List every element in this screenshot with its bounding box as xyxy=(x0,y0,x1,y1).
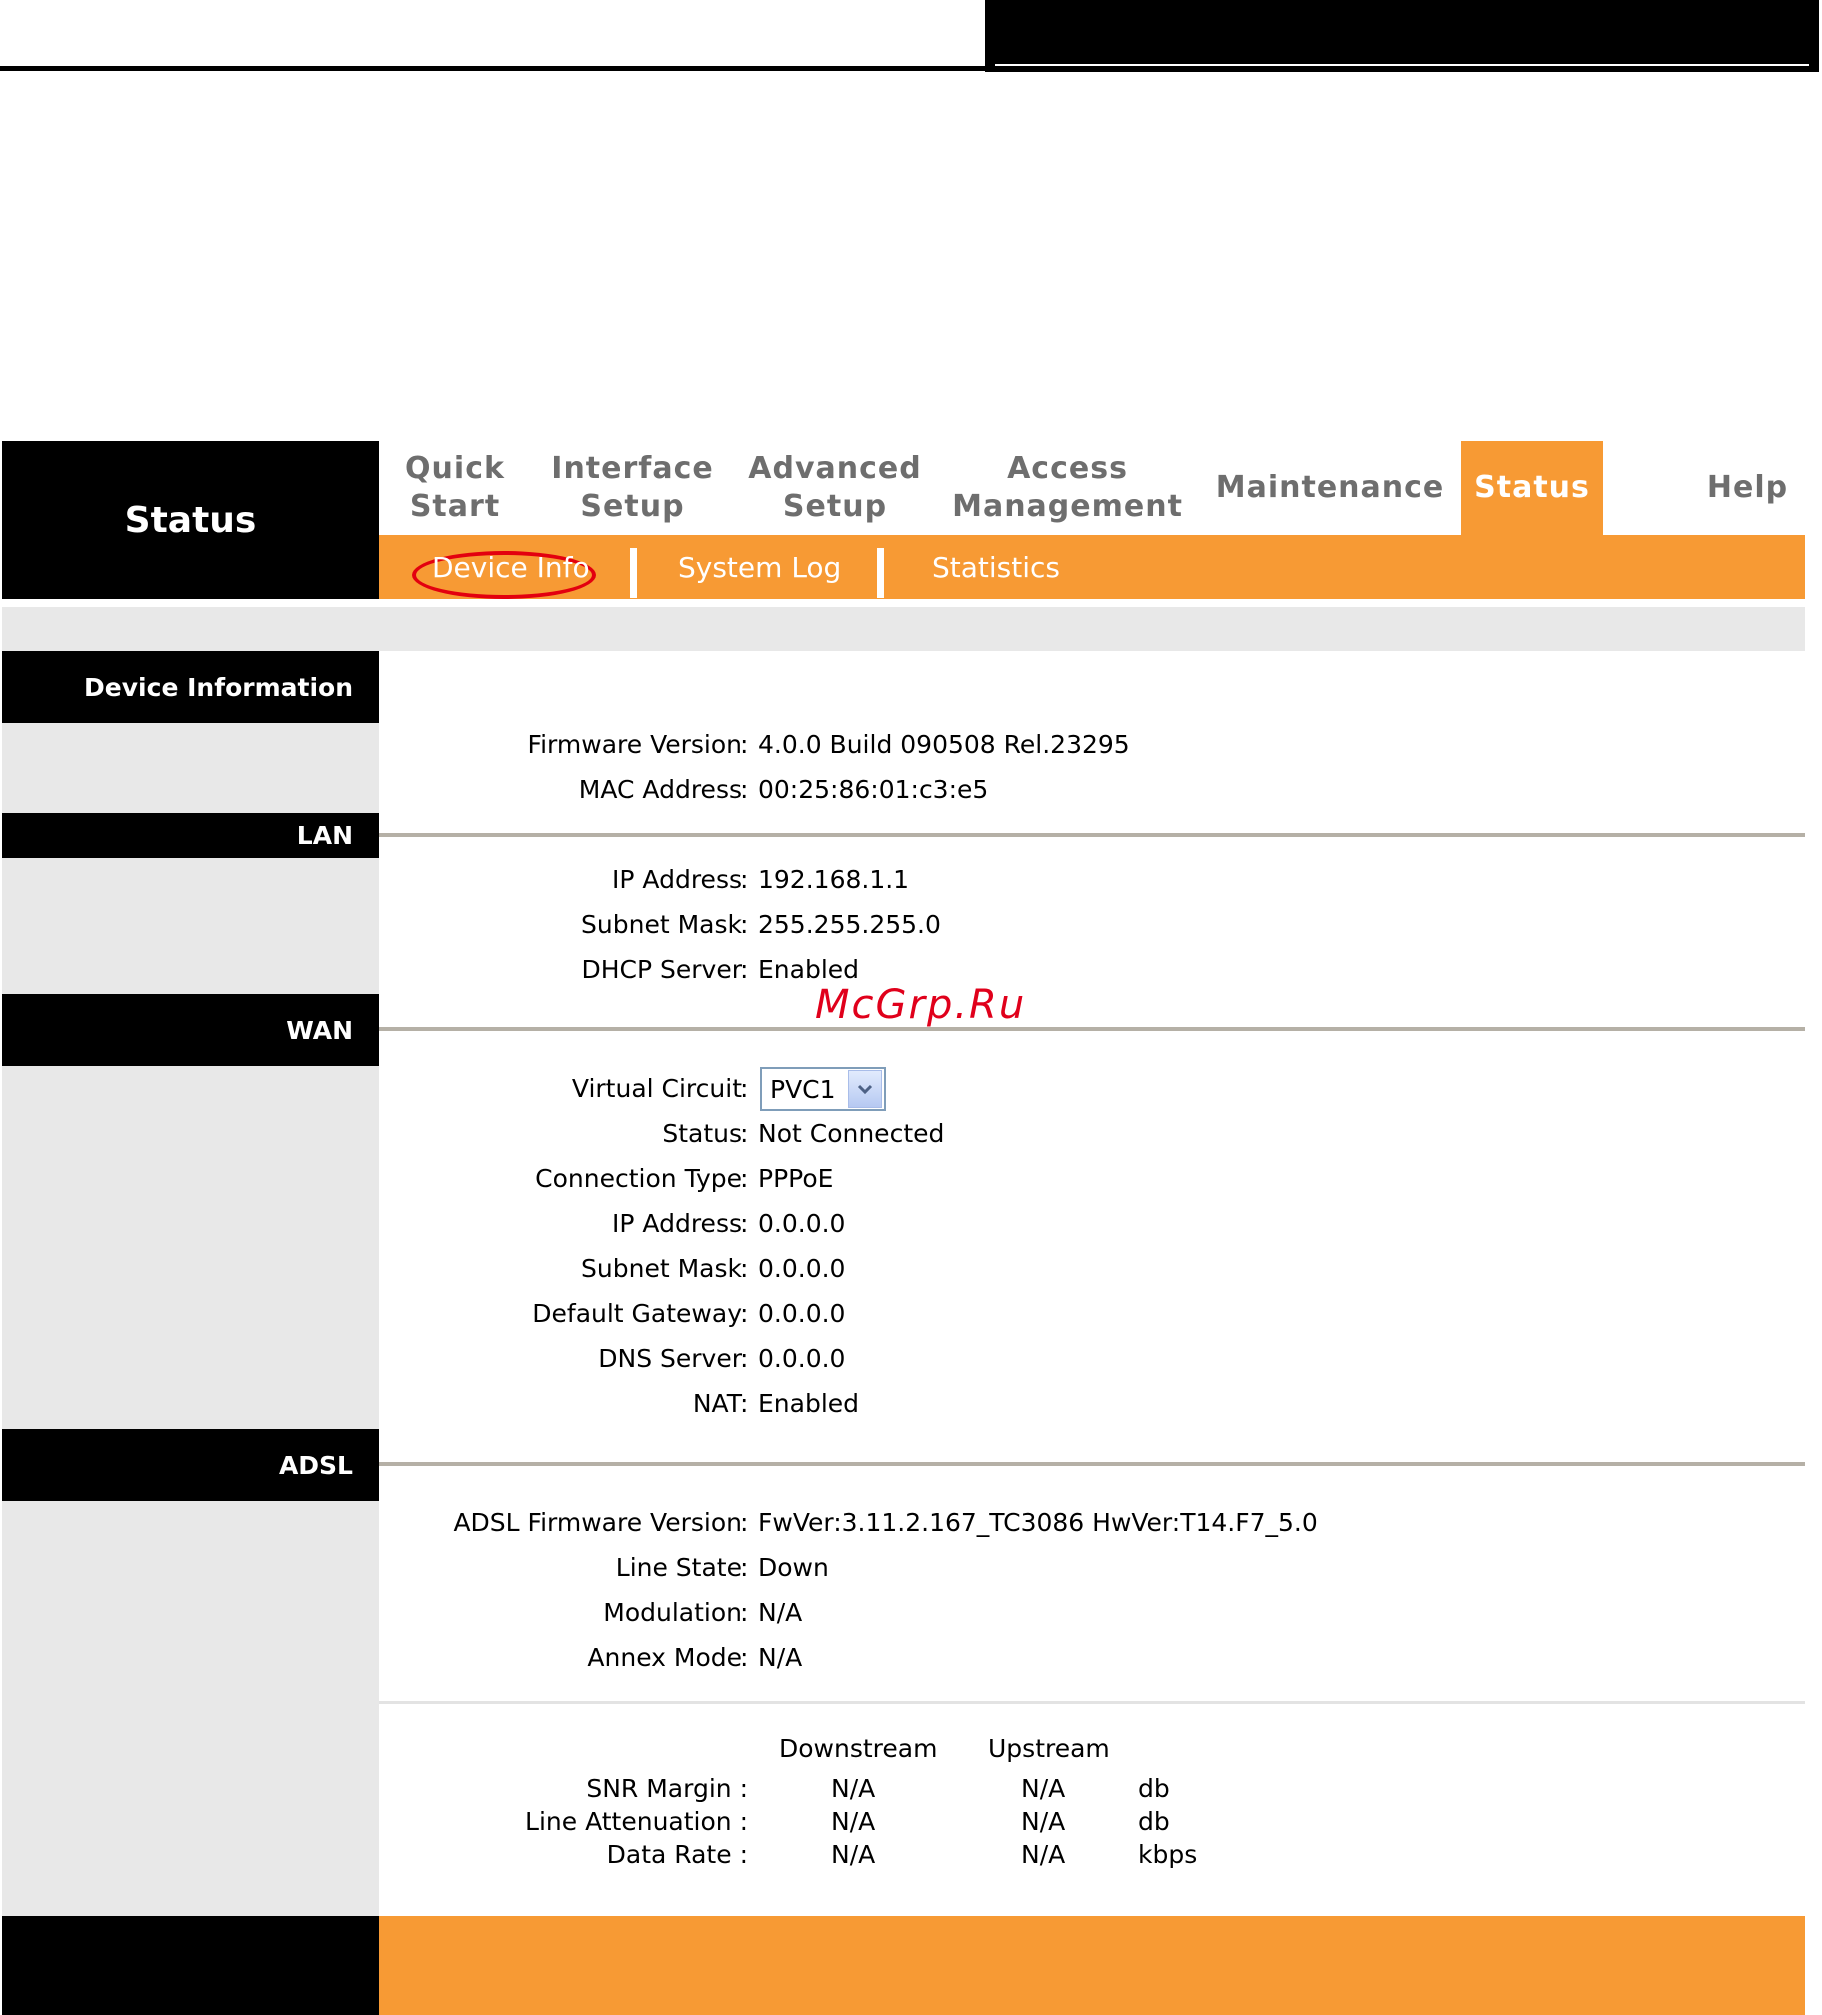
section-divider xyxy=(379,833,1805,837)
colon: : xyxy=(740,1643,749,1672)
tab-status[interactable] xyxy=(1461,441,1603,535)
table-cell-upstream: N/A xyxy=(1021,1840,1066,1869)
default-gateway-label: Default Gateway xyxy=(532,1299,742,1328)
tab-quick-start[interactable] xyxy=(390,441,520,535)
section-divider xyxy=(379,1027,1805,1031)
tab-help[interactable] xyxy=(1690,441,1805,535)
table-row-label: Line Attenuation : xyxy=(525,1807,748,1836)
lan-ip-value: 192.168.1.1 xyxy=(758,865,910,894)
header-spacer xyxy=(2,607,1805,651)
table-cell-upstream: N/A xyxy=(1021,1774,1066,1803)
page-section-title: Status xyxy=(2,441,379,599)
tab-label: Access xyxy=(1007,451,1128,486)
table-cell-unit: kbps xyxy=(1138,1840,1198,1869)
modulation-label: Modulation xyxy=(603,1598,742,1627)
annex-mode-value: N/A xyxy=(758,1643,803,1672)
subtab-device-info[interactable]: Device Info xyxy=(432,550,590,584)
annex-mode-label: Annex Mode xyxy=(587,1643,742,1672)
colon: : xyxy=(740,730,749,759)
chevron-down-icon[interactable] xyxy=(848,1070,882,1108)
table-header-downstream: Downstream xyxy=(779,1734,938,1763)
tab-label: Start xyxy=(409,489,501,524)
mac-address-label: MAC Address xyxy=(578,775,742,804)
tab-label: Maintenance xyxy=(1215,470,1445,505)
dns-server-value: 0.0.0.0 xyxy=(758,1344,846,1373)
wan-ip-label: IP Address xyxy=(612,1209,742,1238)
sub-nav-bar xyxy=(379,535,1805,599)
connection-type-value: PPPoE xyxy=(758,1164,834,1193)
dns-server-label: DNS Server xyxy=(598,1344,742,1373)
wan-status-label: Status xyxy=(662,1119,742,1148)
table-cell-unit: db xyxy=(1138,1774,1170,1803)
subtab-statistics[interactable]: Statistics xyxy=(932,550,1060,584)
table-cell-downstream: N/A xyxy=(831,1840,876,1869)
colon: : xyxy=(740,1598,749,1627)
colon: : xyxy=(740,910,749,939)
colon: : xyxy=(740,1254,749,1283)
lan-mask-value: 255.255.255.0 xyxy=(758,910,941,939)
subtab-separator xyxy=(630,548,637,598)
tab-advanced-setup[interactable] xyxy=(745,441,925,535)
tab-access-management[interactable] xyxy=(952,441,1183,535)
colon: : xyxy=(740,955,749,984)
virtual-circuit-label: Virtual Circuit xyxy=(571,1074,742,1103)
adsl-firmware-value: FwVer:3.11.2.167_TC3086 HwVer:T14.F7_5.0 xyxy=(758,1508,1318,1537)
tab-label: Interface xyxy=(551,451,714,486)
subtab-system-log[interactable]: System Log xyxy=(678,550,842,584)
table-header-upstream: Upstream xyxy=(988,1734,1110,1763)
table-cell-upstream: N/A xyxy=(1021,1807,1066,1836)
connection-type-label: Connection Type xyxy=(535,1164,742,1193)
wan-mask-label: Subnet Mask xyxy=(581,1254,742,1283)
colon: : xyxy=(740,1389,749,1418)
colon: : xyxy=(740,1553,749,1582)
adsl-firmware-label: ADSL Firmware Version xyxy=(453,1508,742,1537)
colon: : xyxy=(740,1344,749,1373)
colon: : xyxy=(740,1074,749,1103)
colon: : xyxy=(740,1209,749,1238)
tab-label: Help xyxy=(1706,470,1789,505)
tab-label: Setup xyxy=(782,489,888,524)
table-row-label: SNR Margin : xyxy=(586,1774,748,1803)
nat-label: NAT xyxy=(692,1389,742,1418)
colon: : xyxy=(740,1164,749,1193)
tab-label: Setup xyxy=(580,489,685,524)
wan-mask-value: 0.0.0.0 xyxy=(758,1254,846,1283)
nat-value: Enabled xyxy=(758,1389,860,1418)
firmware-version-label: Firmware Version xyxy=(527,730,742,759)
colon: : xyxy=(740,1508,749,1537)
watermark-text: McGrp.Ru xyxy=(815,982,1027,1028)
default-gateway-value: 0.0.0.0 xyxy=(758,1299,846,1328)
tab-label: Quick xyxy=(405,451,505,486)
table-row-label: Data Rate : xyxy=(606,1840,748,1869)
colon: : xyxy=(740,1119,749,1148)
section-header-lan: LAN xyxy=(2,813,379,858)
section-header-device-information: Device Information xyxy=(2,651,379,723)
modulation-value: N/A xyxy=(758,1598,803,1627)
table-cell-downstream: N/A xyxy=(831,1774,876,1803)
tab-maintenance[interactable] xyxy=(1215,441,1445,535)
wan-status-value: Not Connected xyxy=(758,1119,945,1148)
table-divider xyxy=(379,1701,1805,1704)
tab-label: Status xyxy=(1474,470,1590,505)
mac-address-value: 00:25:86:01:c3:e5 xyxy=(758,775,989,804)
lan-dhcp-label: DHCP Server xyxy=(581,955,742,984)
top-banner xyxy=(985,0,1819,72)
lan-dhcp-value: Enabled xyxy=(758,955,860,984)
colon: : xyxy=(740,775,749,804)
section-divider xyxy=(379,1462,1805,1466)
lan-ip-label: IP Address xyxy=(612,865,742,894)
table-cell-unit: db xyxy=(1138,1807,1170,1836)
footer-bar xyxy=(379,1916,1805,2015)
top-rule xyxy=(0,66,985,71)
virtual-circuit-select[interactable] xyxy=(760,1067,886,1111)
tab-label: Advanced xyxy=(748,451,922,486)
tab-label: Management xyxy=(952,489,1183,524)
wan-ip-value: 0.0.0.0 xyxy=(758,1209,846,1238)
firmware-version-value: 4.0.0 Build 090508 Rel.23295 xyxy=(758,730,1130,759)
line-state-label: Line State xyxy=(615,1553,742,1582)
tab-interface-setup[interactable] xyxy=(545,441,720,535)
table-cell-downstream: N/A xyxy=(831,1807,876,1836)
colon: : xyxy=(740,865,749,894)
colon: : xyxy=(740,1299,749,1328)
subtab-separator xyxy=(877,548,884,598)
line-state-value: Down xyxy=(758,1553,829,1582)
virtual-circuit-selected: PVC1 xyxy=(770,1074,836,1104)
lan-mask-label: Subnet Mask xyxy=(581,910,742,939)
section-header-adsl: ADSL xyxy=(2,1429,379,1501)
section-header-wan: WAN xyxy=(2,994,379,1066)
footer-left xyxy=(2,1916,379,2015)
